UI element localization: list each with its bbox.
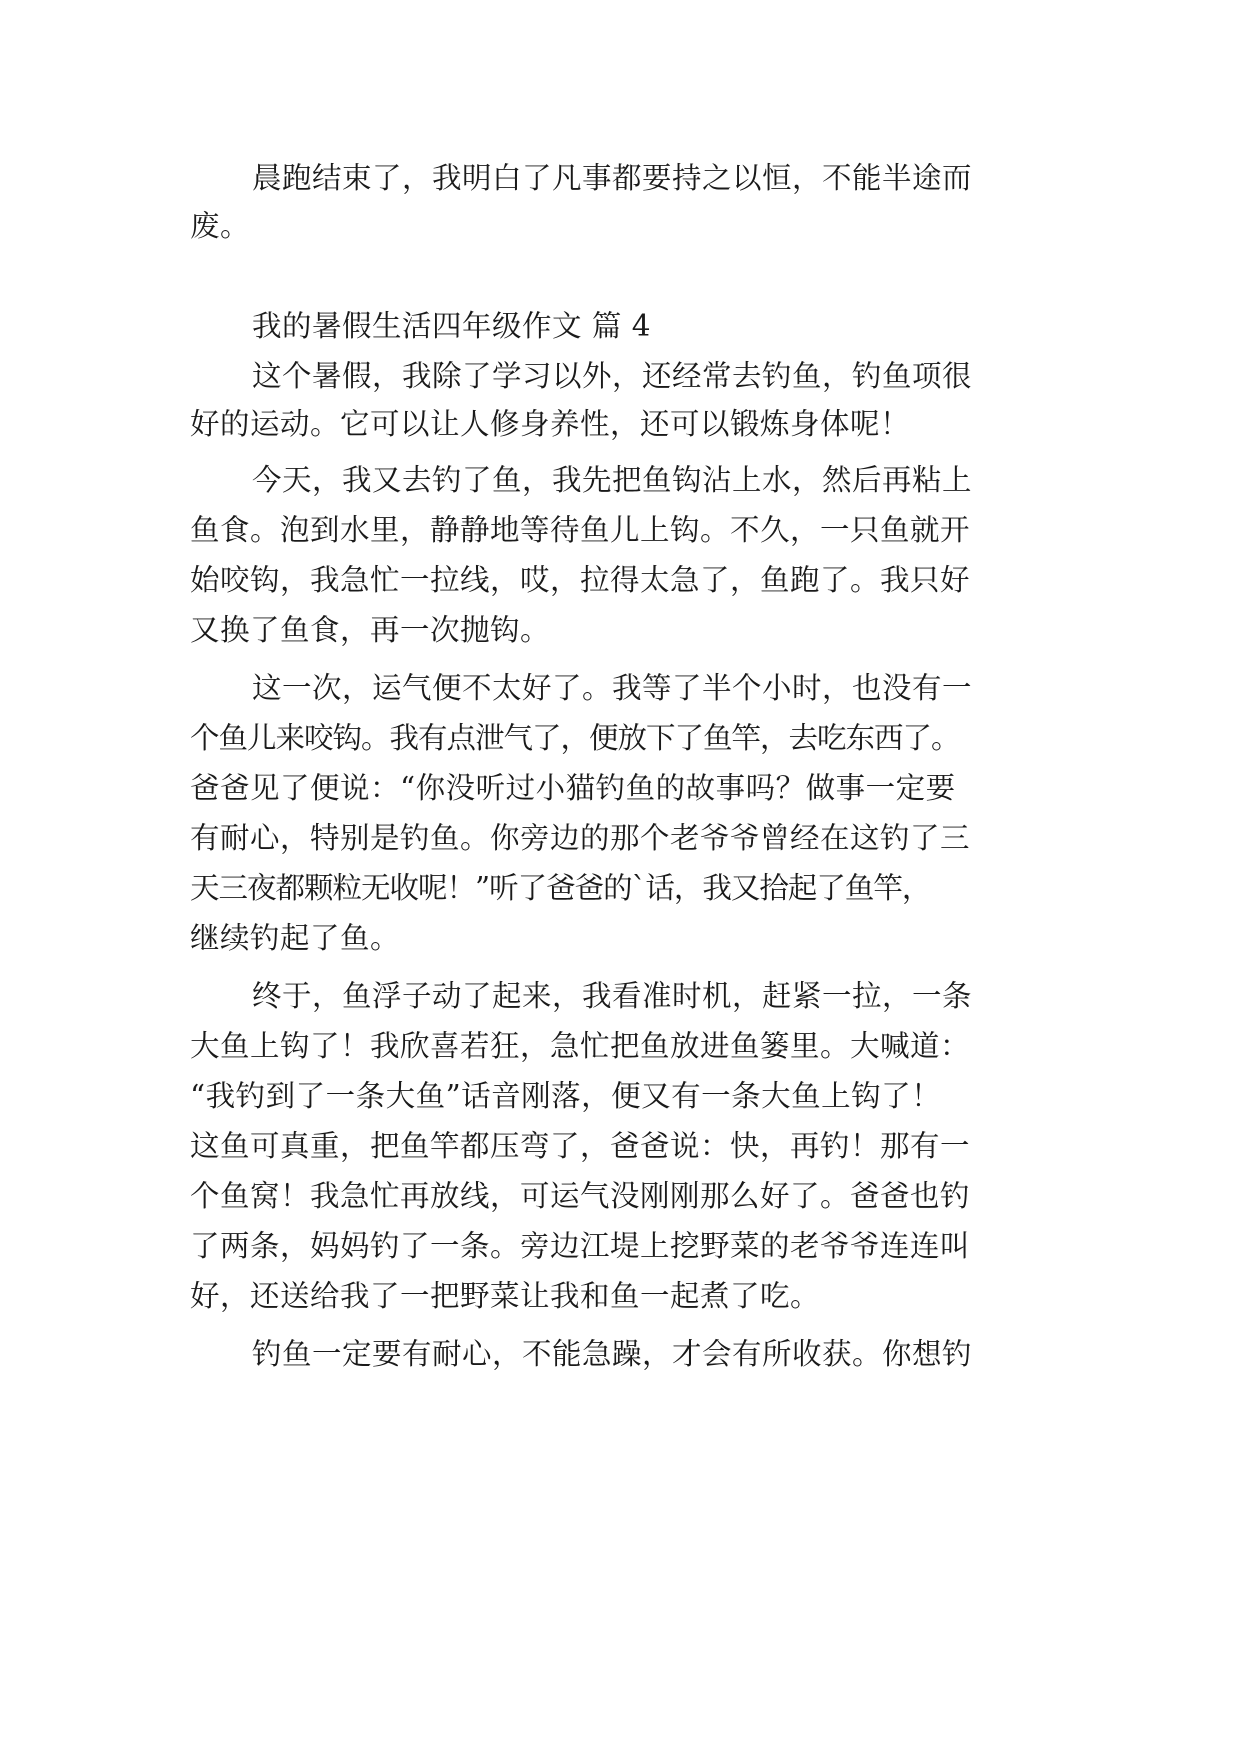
paragraph-line: 鱼食。泡到水里，静静地等待鱼儿上钩。不久，一只鱼就开 [190,513,971,547]
paragraph-line: 好的运动。它可以让人修身养性，还可以锻炼身体呢！ [190,407,911,441]
paragraph-line: 爸爸见了便说：“你没听过小猫钓鱼的故事吗？做事一定要 [190,771,956,805]
paragraph-line: 好，还送给我了一把野菜让我和鱼一起煮了吃。 [190,1279,821,1313]
paragraph-line: 天三夜都颗粒无收呢！”听了爸爸的`话，我又拾起了鱼竿， [190,871,931,905]
section-heading: 我的暑假生活四年级作文 篇 4 [252,309,652,343]
paragraph-line: 个鱼窝！我急忙再放线，可运气没刚刚那么好了。爸爸也钓 [190,1179,971,1213]
paragraph-line: “我钓到了一条大鱼”话音刚落，便又有一条大鱼上钩了！ [190,1079,942,1113]
paragraph-line: 这鱼可真重，把鱼竿都压弯了，爸爸说：快，再钓！那有一 [190,1129,971,1163]
paragraph-line: 又换了鱼食，再一次抛钩。 [190,613,551,647]
paragraph-line: 钓鱼一定要有耐心，不能急躁，才会有所收获。你想钓 [252,1337,973,1371]
paragraph-line: 了两条，妈妈钓了一条。旁边江堤上挖野菜的老爷爷连连叫 [190,1229,971,1263]
paragraph-line: 有耐心，特别是钓鱼。你旁边的那个老爷爷曾经在这钓了三 [190,821,971,855]
paragraph-line: 废。 [190,209,251,243]
paragraph-line: 大鱼上钩了！我欣喜若狂，急忙把鱼放进鱼篓里。大喊道： [190,1029,971,1063]
paragraph-line: 继续钓起了鱼。 [190,921,401,955]
paragraph-line: 这个暑假，我除了学习以外，还经常去钓鱼，钓鱼项很 [252,359,973,393]
paragraph-line: 这一次，运气便不太好了。我等了半个小时，也没有一 [252,671,973,705]
paragraph-line: 始咬钩，我急忙一拉线，哎，拉得太急了，鱼跑了。我只好 [190,563,971,597]
paragraph-line: 晨跑结束了，我明白了凡事都要持之以恒，不能半途而 [252,161,973,195]
paragraph-line: 个鱼儿来咬钩。我有点泄气了，便放下了鱼竿，去吃东西了。 [190,721,960,755]
paragraph-line: 今天，我又去钓了鱼，我先把鱼钩沾上水，然后再粘上 [252,463,973,497]
paragraph-line: 终于，鱼浮子动了起来，我看准时机，赶紧一拉，一条 [252,979,973,1013]
